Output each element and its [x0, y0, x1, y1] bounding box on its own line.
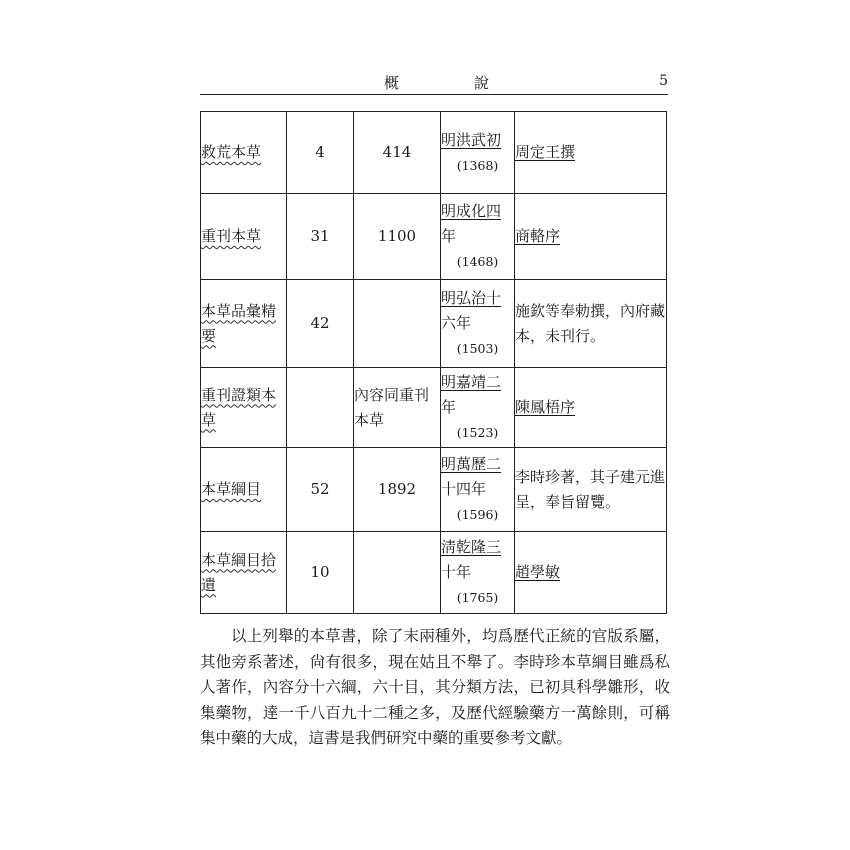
date-line: 十年: [441, 563, 472, 581]
table-row: [201, 194, 667, 280]
entries-cell: [354, 368, 441, 448]
date-line: 淸乾隆三: [441, 538, 502, 556]
entries-cell: [354, 280, 441, 368]
herbal-books-table: [200, 111, 667, 614]
book-title: 重刊證類本草: [201, 385, 277, 429]
book-title-cell: [201, 368, 287, 448]
note-text: 陳鳳梧序: [515, 398, 576, 416]
running-header: [200, 72, 668, 95]
date-line: 明萬歷二: [441, 455, 502, 473]
volumes-cell: [287, 368, 354, 448]
entries-cell: [354, 532, 441, 614]
note-cell: [515, 112, 667, 194]
table-row: [201, 448, 667, 532]
date-year: (1468): [456, 254, 499, 269]
date-cell: [441, 194, 515, 280]
note-cell: [515, 448, 667, 532]
date-year: (1503): [456, 341, 499, 356]
volumes-cell: 42: [287, 280, 354, 368]
date-line: 明洪武初: [441, 130, 502, 149]
volumes-cell: 10: [287, 532, 354, 614]
table-row: [201, 280, 667, 368]
book-title-cell: [201, 280, 287, 368]
entries-note: 內容同重刊本草: [354, 385, 430, 429]
date-line: 年: [441, 227, 457, 245]
note-text: 李時珍著，其子建元進呈，奉旨留覽。: [515, 467, 666, 511]
note-cell: [515, 280, 667, 368]
note-text: 施欽等奉勅撰，內府藏本，未刊行。: [515, 301, 666, 345]
date-cell: [441, 368, 515, 448]
book-title-cell: [201, 194, 287, 280]
date-line: 明嘉靖二: [441, 373, 502, 391]
book-title: 本草綱目拾遺: [201, 550, 277, 594]
date-line: 年: [441, 398, 457, 416]
book-title-cell: [201, 112, 287, 194]
note-text: 商輅序: [515, 227, 561, 245]
book-title: 救荒本草: [201, 143, 262, 161]
note-cell: [515, 368, 667, 448]
body-paragraph: [200, 624, 670, 752]
date-cell: [441, 112, 515, 194]
note-cell: [515, 194, 667, 280]
header-title: 概 說: [384, 74, 520, 92]
table-row: [201, 112, 667, 194]
date-year: (1765): [456, 590, 499, 605]
note-text: 趙學敏: [515, 563, 561, 581]
date-line: 十四年: [441, 480, 487, 498]
date-year: (1523): [456, 425, 499, 440]
note-cell: [515, 532, 667, 614]
volumes-cell: 4: [287, 112, 354, 194]
entries-cell: 414: [354, 112, 441, 194]
date-line: 明弘治十: [441, 289, 502, 307]
volumes-cell: 31: [287, 194, 354, 280]
book-title: 重刊本草: [201, 227, 262, 245]
table-row: [201, 532, 667, 614]
date-line: 六年: [441, 314, 472, 332]
note-text: 周定王撰: [515, 143, 576, 161]
book-title: 本草品彙精要: [201, 301, 277, 345]
entries-cell: 1100: [354, 194, 441, 280]
entries-cell: 1892: [354, 448, 441, 532]
date-cell: [441, 448, 515, 532]
date-year: (1368): [456, 157, 499, 173]
table-row: [201, 368, 667, 448]
volumes-cell: 52: [287, 448, 354, 532]
book-title: 本草綱目: [201, 480, 262, 498]
page-number: 5: [659, 73, 668, 89]
book-title-cell: [201, 532, 287, 614]
date-cell: [441, 280, 515, 368]
book-title-cell: [201, 448, 287, 532]
paragraph-text: 以上列舉的本草書，除了末兩種外，均爲歷代正統的官版系屬，其他旁系著述，尙有很多，現在姑且不舉了。李時珍本草綱目雖爲私人著作，內容分十六綱，六十目，其分類方法，已初具科學雛形，收集藥物，達一千八百九十二種之多，及歷代經驗藥方一萬餘則，可稱集中藥的大成，這書是我們研究中藥的重要參考文獻。: [200, 627, 670, 747]
date-year: (1596): [456, 507, 499, 522]
date-line: 明成化四: [441, 202, 502, 220]
date-cell: [441, 532, 515, 614]
